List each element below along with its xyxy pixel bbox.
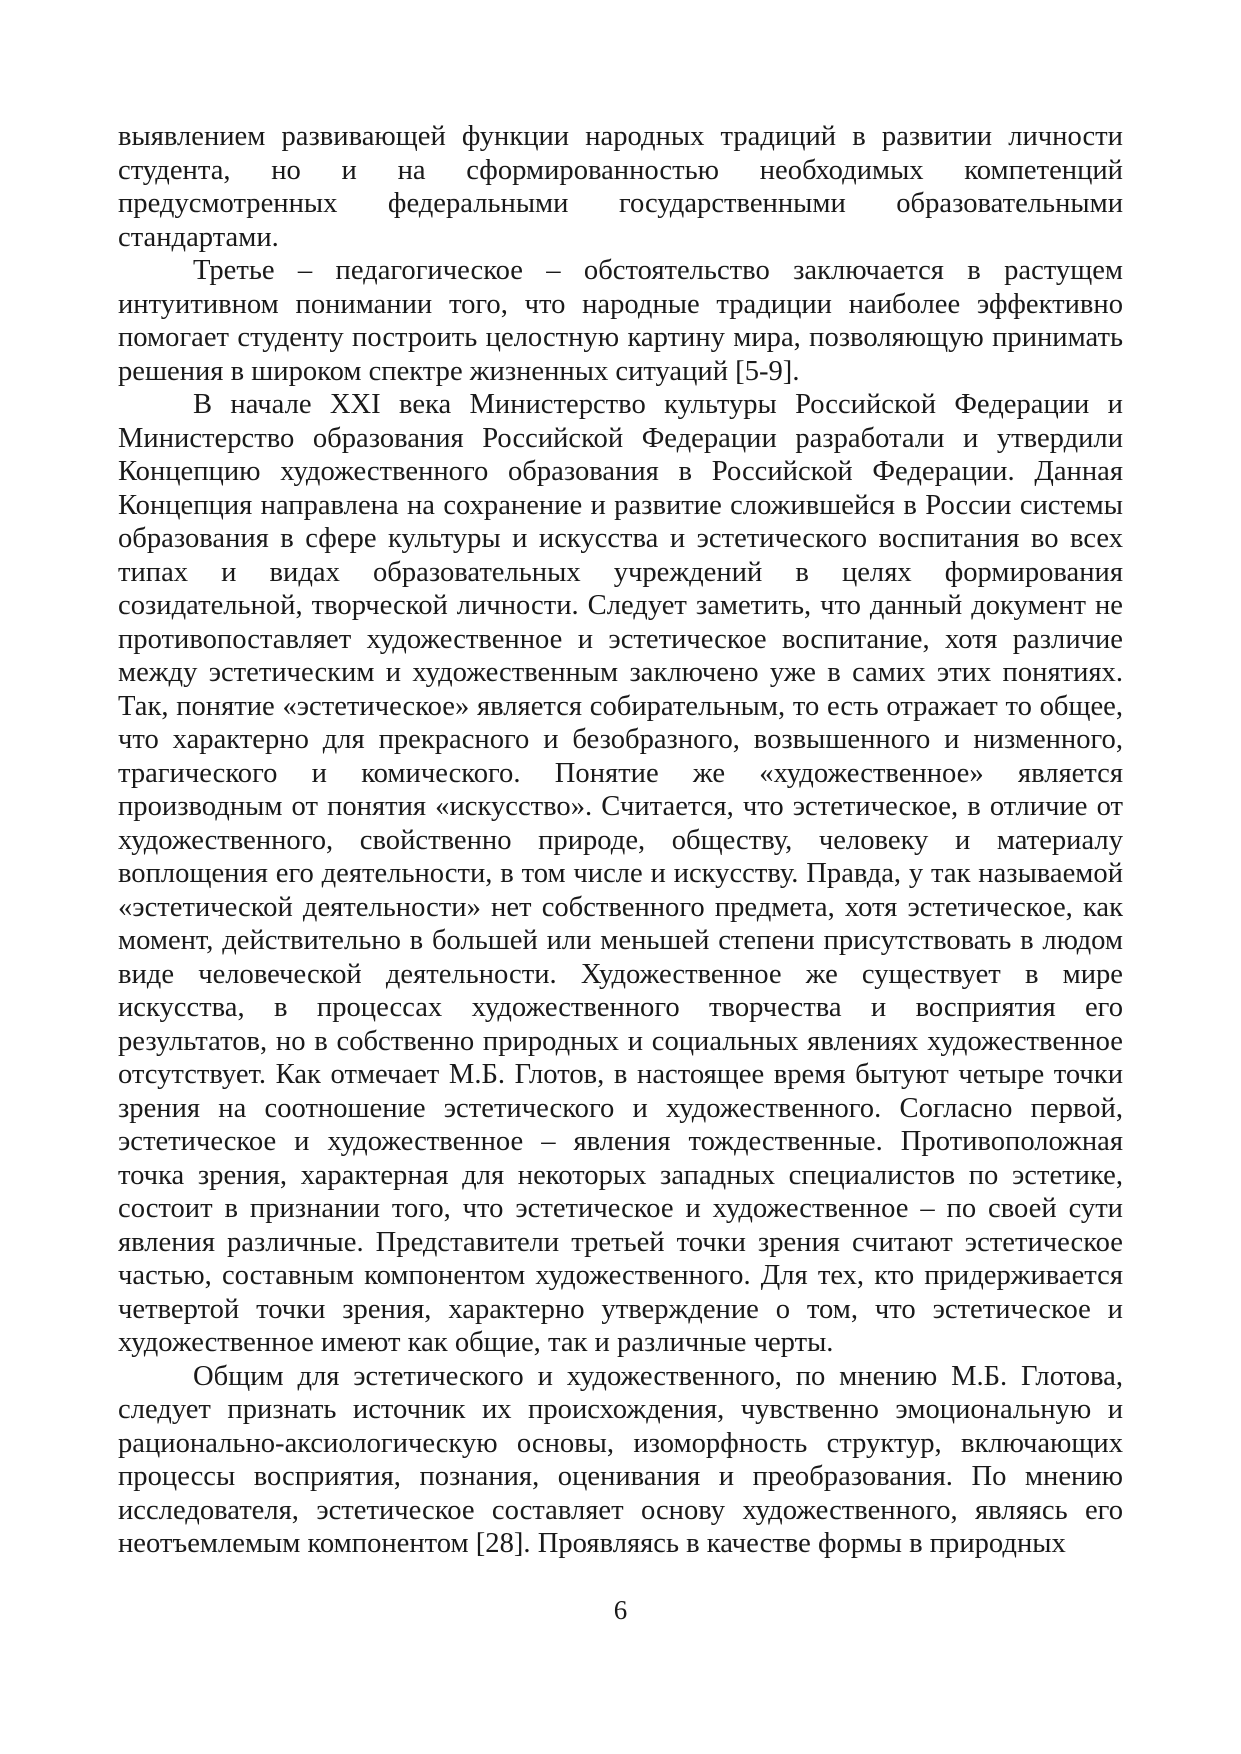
paragraph-concept: В начале XXI века Министерство культуры Российской Федерации и Министерство образования Российской Федерации разработали и утвердили Концепцию художественного образования в Российской Федерации. Данная Концепция направлена на сохранение и развитие сложившейся в России системы образования в сфере культуры и искусства и эстетического воспитания во всех типах и видах образовательных учреждений в целях формирования созидательной, творческой личности. Следует заметить, что данный документ не противопоставляет художественное и эстетическое воспитание, хотя различие между эстетическим и художественным заключено уже в самих этих понятиях. Так, понятие «эстетическое» является собирательным, то есть отражает то общее, что характерно для прекрасного и безобразного, возвышенного и низменного, трагического и комического. Понятие же «художественное» является производным от понятия «искусство». Считается, что эстетическое, в отличие от художественного, свойственно природе, обществу, человеку и материалу воплощения его деятельности, в том числе и искусству. Правда, у так называемой «эстетической деятельности» нет собственного предмета, хотя эстетическое, как момент, действительно в большей или меньшей степени присутствовать в людом виде человеческой деятельности. Художественное же существует в мире искусства, в процессах художественного творчества и восприятия его результатов, но в собственно природных и социальных явлениях художественное отсутствует. Как отмечает М.Б. Глотов, в настоящее время бытуют четыре точки зрения на соотношение эстетического и художественного. Согласно первой, эстетическое и художественное – явления тождественные. Противоположная точка зрения, характерная для некоторых западных специалистов по эстетике, состоит в признании того, что эстетическое и художественное – по своей сути явления различные. Представители третьей точки зрения считают эстетическое частью, составным компонентом художественного. Для тех, кто придерживается четвертой точки зрения, характерно утверждение о том, что эстетическое и художественное имеют как общие, так и различные черты. (118, 389, 1123, 1358)
paragraph-third-circumstance: Третье – педагогическое – обстоятельство заключается в растущем интуитивном понимании того, что народные традиции наиболее эффективно помогает студенту построить целостную картину мира, позволяющую принимать решения в широком спектре жизненных ситуаций [5-9]. (118, 255, 1123, 387)
body-text (118, 120, 1123, 1561)
paragraph-continuation: выявлением развивающей функции народных традиций в развитии личности студента, но и на сформированностью необходимых компетенций предусмотренных федеральными государственными образовательными стандартами. (118, 121, 1123, 253)
paragraph-common-features: Общим для эстетического и художественного, по мнению М.Б. Глотова, следует признать источник их происхождения, чувственно эмоциональную и рационально-аксиологическую основы, изоморфность структур, включающих процессы восприятия, познания, оценивания и преобразования. По мнению исследователя, эстетическое составляет основу художественного, являясь его неотъемлемым компонентом [28]. Проявляясь в качестве формы в природных (118, 1360, 1123, 1559)
page-number: 6 (613, 1595, 628, 1625)
